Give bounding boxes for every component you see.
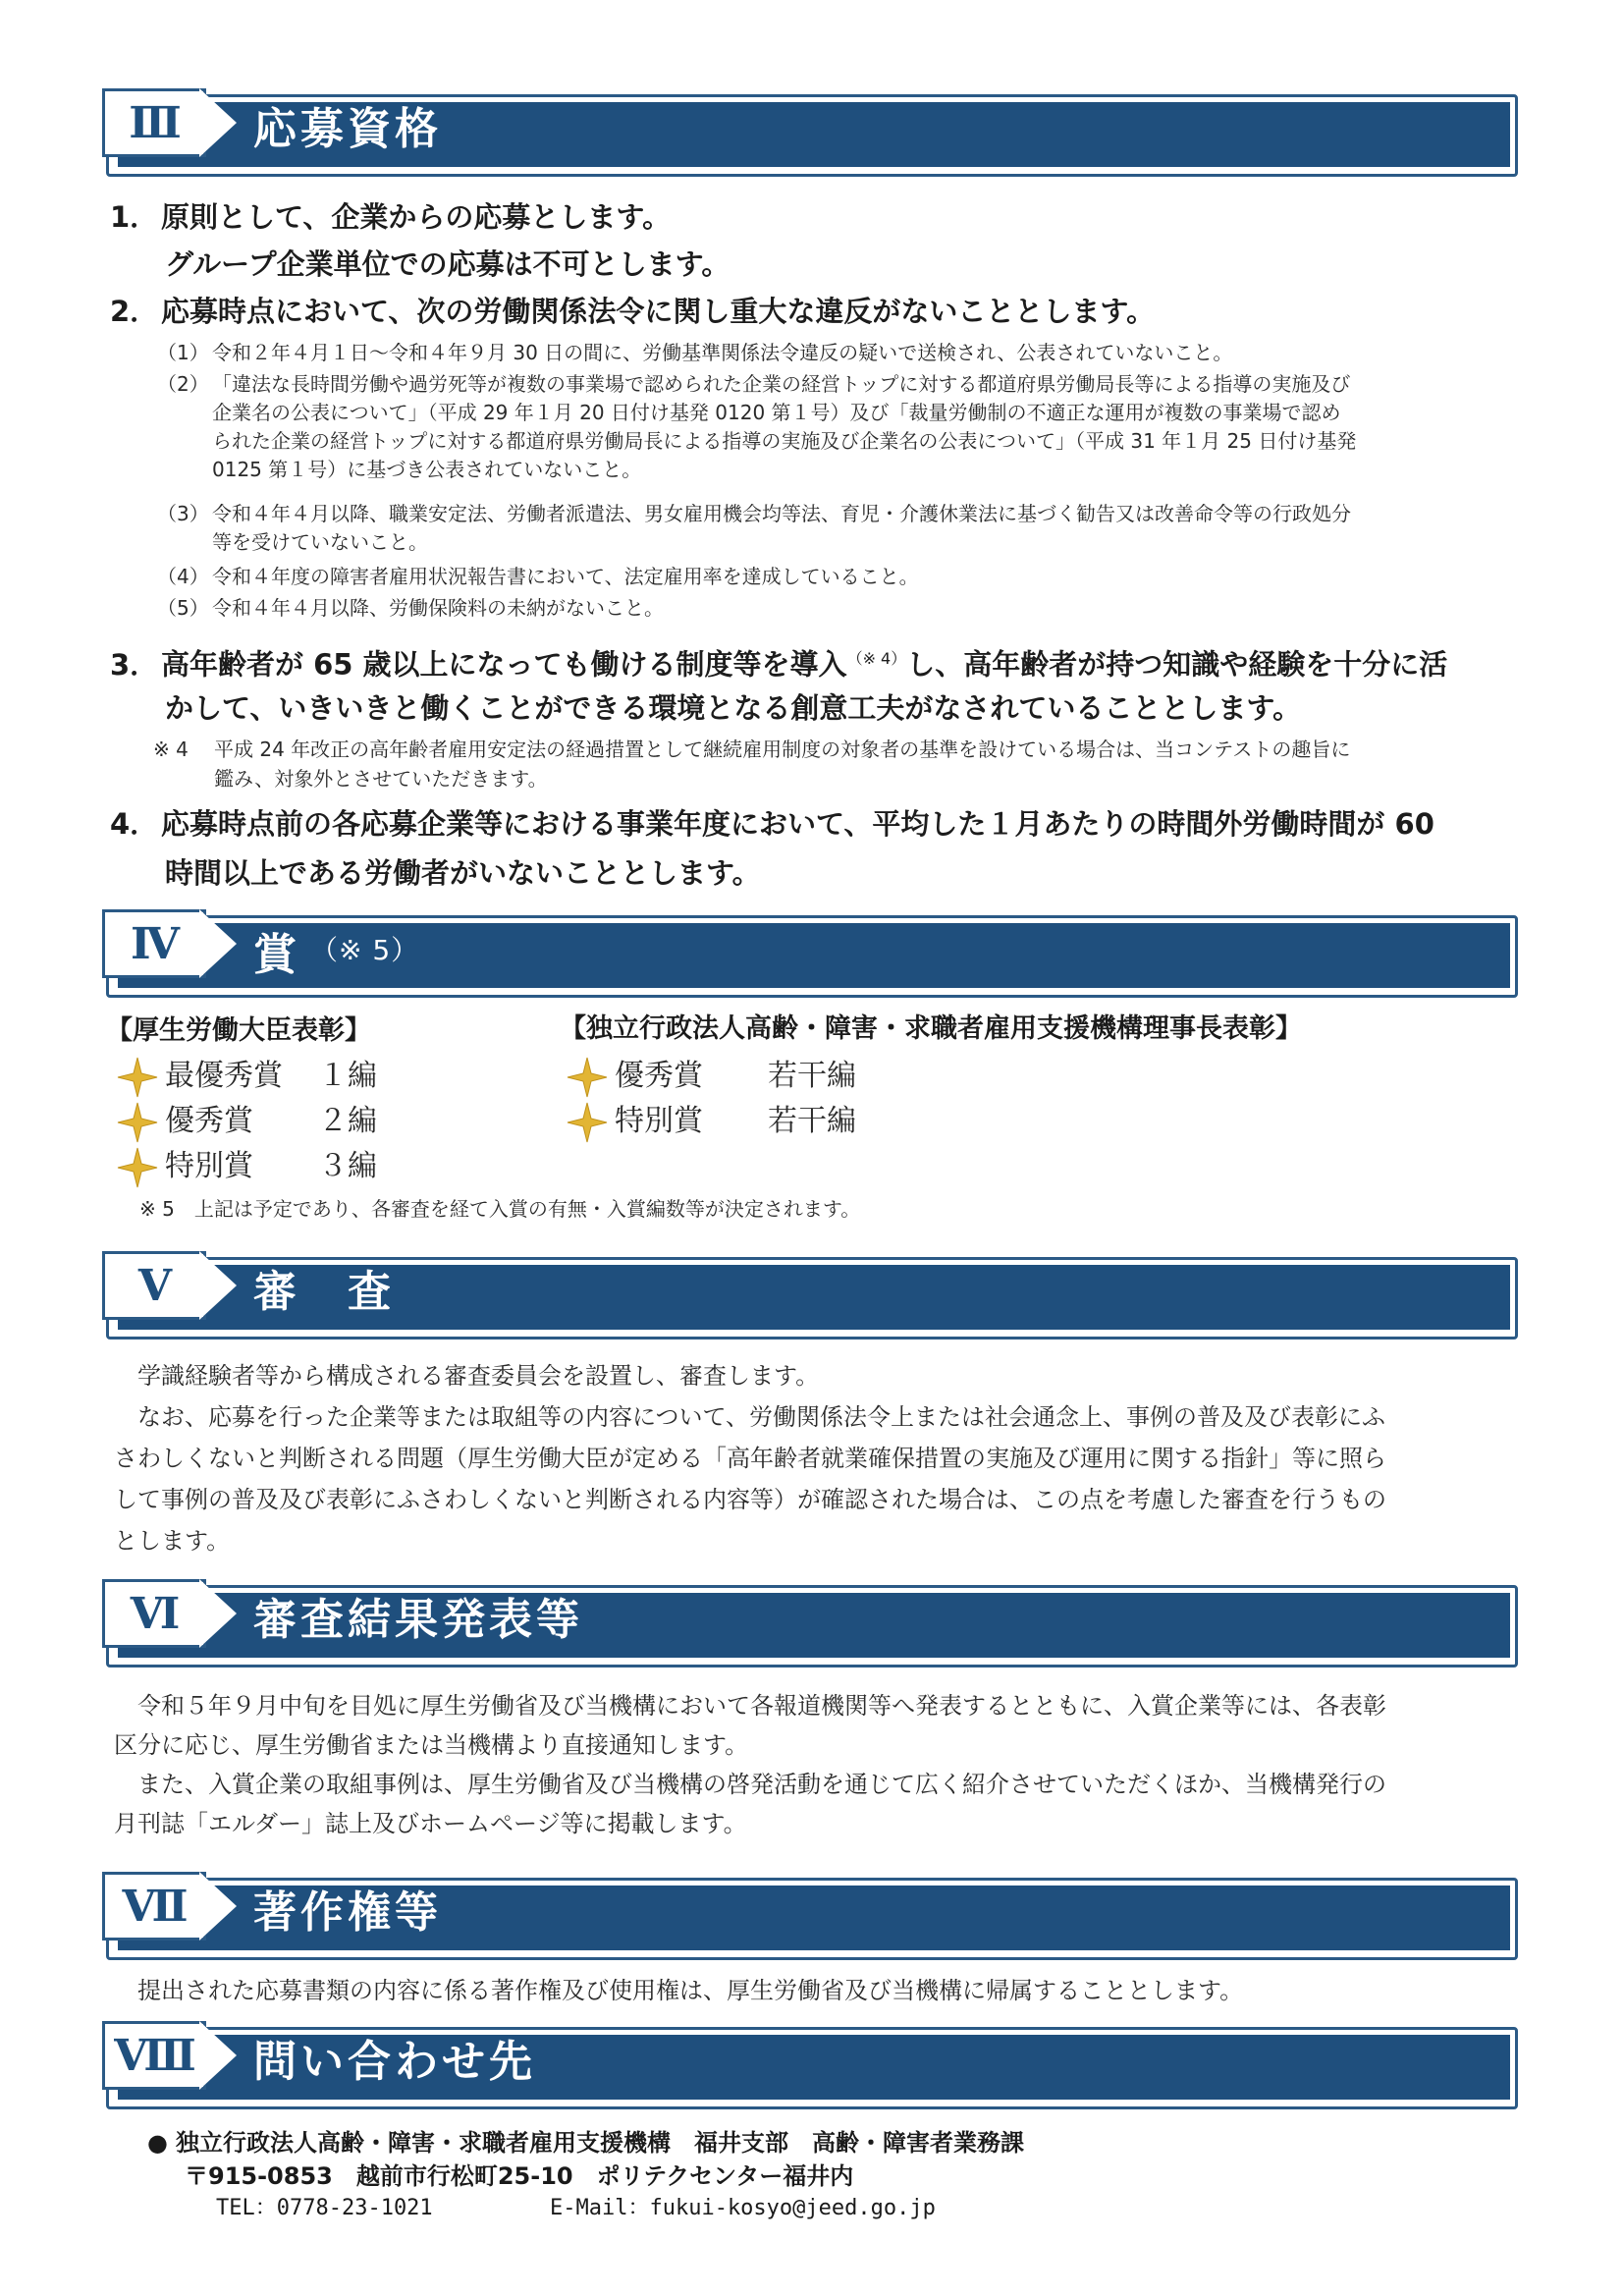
note-4: ※ 4 平成 24 年改正の高年齢者雇用安定法の経過措置として継続雇用制度の対象者の基準を設けている場合は、当コンテストの趣旨に: [153, 738, 1351, 761]
award-group-heading-minister: 【厚生労働大臣表彰】: [106, 1015, 371, 1046]
star-icon: [116, 1056, 159, 1099]
sub-item-1: （1） 令和２年４月１日～令和４年９月 30 日の間に、労働基準関係法令違反の疑いで送検され、公表されていないこと。: [157, 341, 1233, 364]
section-header-review: [106, 1257, 1518, 1339]
section-numeral: Ⅳ: [102, 909, 206, 978]
sub-item-4: （4） 令和４年度の障害者雇用状況報告書において、法定雇用率を達成していること。: [157, 565, 919, 588]
star-icon: [116, 1146, 159, 1189]
section-header-copyright: [106, 1878, 1518, 1960]
paragraph-line: して事例の普及及び表彰にふさわしくないと判断される内容等）が確認された場合は、この点を考慮した審査を行うもの: [114, 1486, 1386, 1513]
sub-item-5: （5） 令和４年４月以降、労働保険料の未納がないこと。: [157, 596, 664, 620]
item-3: 3．高年齢者が 65 歳以上になっても働ける制度等を導入$^{(※ 4)}$し、高年齢者が持つ知識や経験を十分に活: [110, 647, 1448, 682]
section-numeral: Ⅲ: [102, 88, 206, 157]
star-icon: [116, 1101, 159, 1144]
paragraph-line: 学識経験者等から構成される審査委員会を設置し、審査します。: [137, 1362, 820, 1390]
note-5: ※ 5 上記は予定であり、各審査を経て入賞の有無・入賞編数等が決定されます。: [139, 1197, 861, 1221]
sub-item-2-line: られた企業の経営トップに対する都道府県労働局長による指導の実施及び企業名の公表について」（平成 31 年１月 25 日付け基発: [212, 429, 1357, 453]
award-row: 最優秀賞 １編: [116, 1055, 377, 1099]
section-title: 応募資格: [253, 104, 442, 154]
item-2: 2．応募時点において、次の労働関係法令に関し重大な違反がないこととします。: [110, 295, 1156, 328]
paragraph-line: また、入賞企業の取組事例は、厚生労働省及び当機構の啓発活動を通じて広く紹介させていただくほか、当機構発行の: [137, 1771, 1386, 1798]
section-numeral: Ⅴ: [102, 1251, 206, 1320]
section-numeral: Ⅷ: [102, 2021, 206, 2090]
section-header-results: [106, 1585, 1518, 1667]
paragraph-line: なお、応募を行った企業等または取組等の内容について、労働関係法令上または社会通念上、事例の普及及び表彰にふ: [137, 1403, 1386, 1431]
bullet-icon: ●: [147, 2129, 168, 2157]
section-numeral: Ⅵ: [102, 1579, 206, 1648]
item-1-line2: グループ企業単位での応募は不可とします。: [165, 247, 730, 281]
award-group-heading-jeed: 【独立行政法人高齢・障害・求職者雇用支援機構理事長表彰】: [560, 1013, 1302, 1044]
section-header-awards: [106, 915, 1518, 998]
paragraph-line: とします。: [114, 1527, 231, 1555]
item-3-line2: かして、いきいきと働くことができる環境となる創意工夫がなされていることとします。: [165, 691, 1302, 725]
item-1: 1．原則として、企業からの応募とします。: [110, 200, 672, 234]
award-row: 優秀賞 若干編: [566, 1055, 856, 1099]
contact-tel: TEL：0778-23-1021: [216, 2196, 433, 2220]
section-title: 著作権等: [253, 1887, 442, 1938]
contact-address: 〒915-0853 越前市行松町25-10 ポリテクセンター福井内: [185, 2162, 854, 2190]
sub-item-2-line: 0125 第１号）に基づき公表されていないこと。: [212, 458, 642, 481]
sub-item-2: （2） 「違法な長時間労働や過労死等が複数の事業場で認められた企業の経営トップに対する都道府県労働局長等による指導の実施及び: [157, 372, 1351, 396]
item-4-line2: 時間以上である労働者がいないこととします。: [165, 856, 761, 890]
item-4: 4．応募時点前の各応募企業等における事業年度において、平均した１月あたりの時間外労働時間が 60: [110, 807, 1434, 841]
section-header-eligibility: [106, 94, 1518, 177]
award-row: 特別賞 若干編: [566, 1100, 856, 1144]
section-title: 審 査: [253, 1267, 395, 1317]
award-row: 優秀賞 ２編: [116, 1100, 377, 1144]
paragraph-line: さわしくないと判断される問題（厚生労働大臣が定める「高年齢者就業確保措置の実施及び運用に関する指針」等に照ら: [114, 1445, 1386, 1472]
note-4-line2: 鑑み、対象外とさせていただきます。: [214, 767, 548, 791]
paragraph-line: 令和５年９月中旬を目処に厚生労働省及び当機構において各報道機関等へ発表するとともに、入賞企業等には、各表彰: [137, 1692, 1386, 1720]
award-row: 特別賞 ３編: [116, 1145, 377, 1189]
contact-org: ● 独立行政法人高齢・障害・求職者雇用支援機構 福井支部 高齢・障害者業務課: [147, 2129, 1024, 2157]
star-icon: [566, 1056, 609, 1099]
sub-item-2-line: 企業名の公表について」（平成 29 年１月 20 日付け基発 0120 第１号）及び「裁量労働制の不適正な運用が複数の事業場で認め: [212, 401, 1341, 424]
section-header-contact: [106, 2027, 1518, 2109]
section-title: 賞 $^{(※ 5)}$: [253, 930, 420, 980]
paragraph-line: 月刊誌「エルダー」誌上及びホームページ等に掲載します。: [114, 1810, 747, 1837]
section-numeral: Ⅶ: [102, 1872, 206, 1941]
contact-email[interactable]: E-Mail：fukui-kosyo@jeed.go.jp: [550, 2196, 936, 2220]
star-icon: [566, 1101, 609, 1144]
section-title: 審査結果発表等: [253, 1595, 583, 1645]
sub-item-3-line: 等を受けていないこと。: [212, 530, 428, 554]
section-title: 問い合わせ先: [253, 2037, 536, 2087]
sub-item-3: （3） 令和４年４月以降、職業安定法、労働者派遣法、男女雇用機会均等法、育児・介護休業法に基づく勧告又は改善命令等の行政処分: [157, 502, 1351, 525]
paragraph-line: 区分に応じ、厚生労働省または当機構より直接通知します。: [114, 1731, 749, 1759]
paragraph-line: 提出された応募書類の内容に係る著作権及び使用権は、厚生労働省及び当機構に帰属することとします。: [137, 1977, 1244, 2004]
